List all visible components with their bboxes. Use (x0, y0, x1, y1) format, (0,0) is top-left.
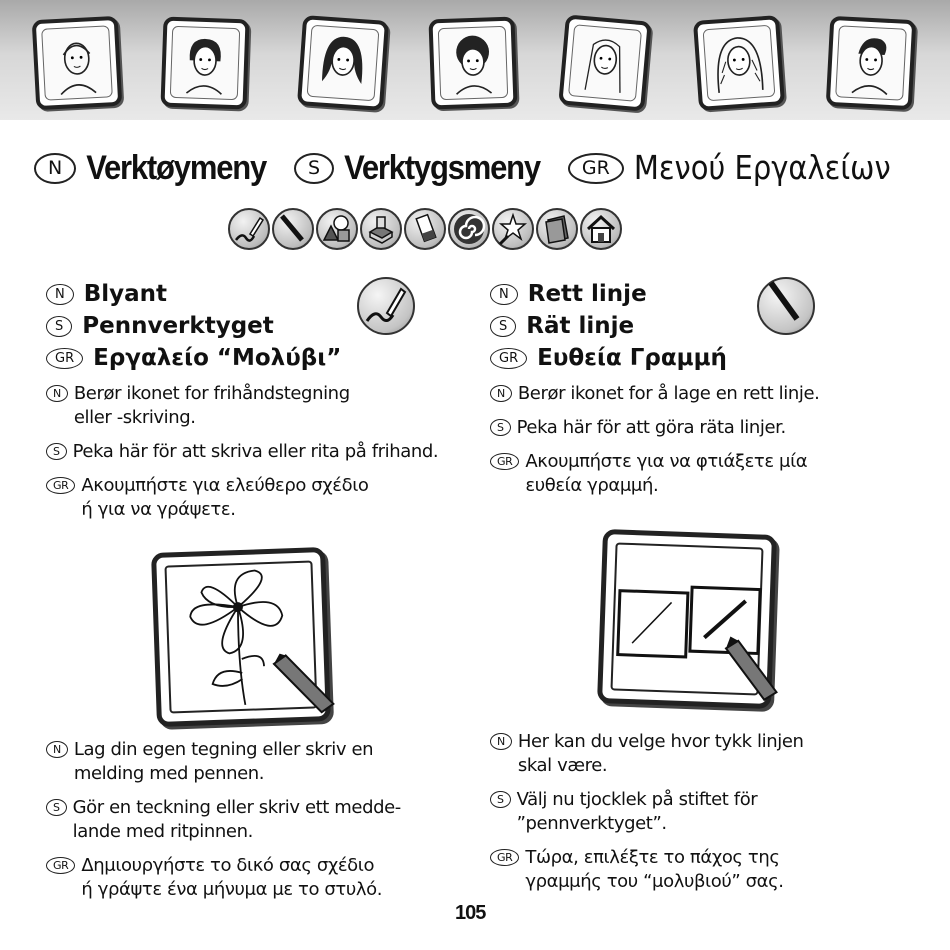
lang-badge-gr: GR (568, 153, 624, 184)
portrait-4 (428, 17, 517, 110)
line-body-n (490, 730, 920, 778)
home-tool-icon[interactable] (580, 208, 622, 250)
magic-wand-tool-icon[interactable] (492, 208, 534, 250)
straight-line-section (490, 278, 920, 498)
line-intro-s (490, 416, 920, 440)
heading-text: Blyant (83, 281, 168, 307)
lang-badge-s: S (46, 443, 67, 460)
portrait-6 (693, 15, 785, 111)
paragraph-text: Lag din egen tegning eller skriv en melding med pennen. (73, 739, 374, 784)
heading-text: Rett linje (527, 281, 647, 307)
line-heading-s (490, 310, 920, 342)
paragraph-text: Δημιουργήστε το δικό σας σχέδιο ή γράψτε ένα μήνυμα με το στυλό. (81, 855, 383, 900)
lang-badge-s: S (46, 799, 67, 816)
heading-text: Εργαλείο “Μολύβι” (93, 345, 342, 371)
portrait-2 (160, 17, 249, 110)
paragraph-text: Her kan du velge hvor tykk linjen skal være. (517, 731, 804, 776)
paragraph-text: Gör en teckning eller skriv ett medde- lande med ritpinnen. (72, 797, 401, 842)
folder-tool-icon[interactable] (536, 208, 578, 250)
line-body-gr (490, 846, 920, 894)
paragraph-text: Välj nu tjocklek på stiftet för ”pennverktyget”. (516, 789, 758, 834)
paragraph-text: Berør ikonet for å lage en rett linje. (517, 383, 820, 404)
stamp-tool-icon[interactable] (360, 208, 402, 250)
title-greek: Μενού Εργαλείων (633, 148, 891, 188)
lang-badge-gr: GR (46, 348, 83, 369)
title-swedish: Verktygsmeny (344, 147, 540, 188)
line-body-s (490, 788, 920, 836)
line-body (490, 730, 920, 894)
heading-text: Ευθεία Γραμμή (537, 345, 727, 371)
spiral-tool-icon[interactable] (448, 208, 490, 250)
pencil-tool-icon[interactable] (228, 208, 270, 250)
eraser-tool-icon[interactable] (404, 208, 446, 250)
lang-badge-gr: GR (46, 857, 75, 874)
lang-badge-s: S (490, 791, 511, 808)
straight-line-tool-icon[interactable] (272, 208, 314, 250)
lang-badge-gr: GR (490, 348, 527, 369)
pencil-heading-gr (46, 342, 466, 374)
lang-badge-gr: GR (490, 453, 519, 470)
stylus-icon (611, 545, 791, 725)
portrait-7 (826, 16, 917, 110)
lang-badge-n: N (490, 284, 518, 305)
pencil-intro-gr (46, 474, 466, 522)
lang-badge-n: N (46, 741, 68, 758)
pencil-tool-icon (357, 277, 415, 335)
drawing-screen-lines (597, 529, 777, 709)
heading-text: Pennverktyget (82, 313, 274, 339)
pencil-intro-s (46, 440, 466, 464)
lang-badge-gr: GR (46, 477, 75, 494)
paragraph-text: Peka här för att skriva eller rita på frihand. (72, 441, 439, 462)
line-heading-n (490, 278, 920, 310)
portrait-5 (558, 14, 652, 111)
lang-badge-n: N (46, 385, 68, 402)
paragraph-text: Τώρα, επιλέξτε το πάχος της γραμμής του “μολυβιού” σας. (525, 847, 784, 892)
pencil-body-gr (46, 854, 466, 902)
pencil-intro-n (46, 382, 466, 430)
lang-badge-n: N (490, 385, 512, 402)
line-intro-n (490, 382, 920, 406)
lang-badge-s: S (490, 316, 516, 337)
lang-badge-n: N (46, 284, 74, 305)
portrait-3 (297, 15, 389, 111)
stylus-icon (187, 581, 367, 761)
header-banner (0, 0, 950, 120)
page-number: 105 (455, 902, 486, 924)
paragraph-text: Ακουμπήστε για ελεύθερο σχέδιο ή για να γράψετε. (81, 475, 369, 520)
lang-badge-s: S (46, 316, 72, 337)
straight-line-tool-icon (757, 277, 815, 335)
lang-badge-s: S (294, 153, 334, 184)
pencil-body-n (46, 738, 466, 786)
paragraph-text: Ακουμπήστε για να φτιάξετε μία ευθεία γραμμή. (525, 451, 808, 496)
drawing-screen-flower (151, 547, 331, 727)
line-intro-gr (490, 450, 920, 498)
tool-menu (228, 208, 622, 252)
pencil-body (46, 738, 466, 902)
paragraph-text: Peka här för att göra räta linjer. (516, 417, 786, 438)
pencil-body-s (46, 796, 466, 844)
lang-badge-gr: GR (490, 849, 519, 866)
title-norwegian: Verktøymeny (86, 147, 267, 188)
portrait-1 (32, 16, 123, 110)
lang-badge-n: N (34, 153, 76, 184)
paragraph-text: Berør ikonet for frihåndstegning eller -skriving. (73, 383, 350, 428)
lang-badge-s: S (490, 419, 511, 436)
title-row (34, 146, 934, 190)
shapes-tool-icon[interactable] (316, 208, 358, 250)
line-heading-gr (490, 342, 920, 374)
lang-badge-n: N (490, 733, 512, 750)
heading-text: Rät linje (526, 313, 635, 339)
